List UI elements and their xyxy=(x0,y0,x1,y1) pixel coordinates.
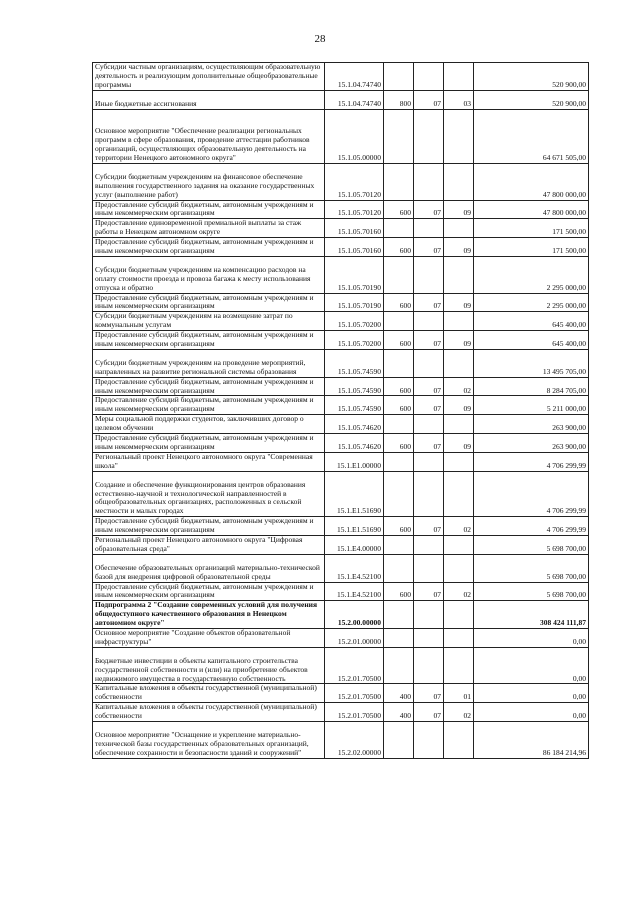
cell-group xyxy=(384,452,414,471)
cell-group xyxy=(384,471,414,517)
table-row xyxy=(93,219,589,238)
cell-sum: 5 698 700,00 xyxy=(474,554,589,582)
table-row xyxy=(93,452,589,471)
cell-group: 400 xyxy=(384,684,414,703)
cell-group xyxy=(384,109,414,163)
table-row xyxy=(93,415,589,434)
table-row xyxy=(93,703,589,722)
cell-group xyxy=(384,536,414,555)
cell-sum: 5 698 700,00 xyxy=(474,536,589,555)
cell-group xyxy=(384,722,414,759)
cell-subsection xyxy=(444,601,474,629)
cell-subsection xyxy=(444,219,474,238)
cell-group xyxy=(384,163,414,200)
cell-subsection: 02 xyxy=(444,582,474,601)
cell-group xyxy=(384,256,414,293)
cell-code: 15.1.E4.00000 xyxy=(325,536,384,555)
cell-name: Предоставление субсидий бюджетным, автономным учреждениям и иным некоммерческим организациям xyxy=(93,200,325,219)
cell-subsection xyxy=(444,536,474,555)
cell-sum: 520 900,00 xyxy=(474,90,589,109)
cell-group xyxy=(384,554,414,582)
cell-section: 07 xyxy=(414,377,444,396)
cell-section: 07 xyxy=(414,582,444,601)
cell-subsection: 02 xyxy=(444,517,474,536)
cell-code: 15.2.01.70500 xyxy=(325,647,384,684)
cell-name: Капитальные вложения в объекты государственной (муниципальной) собственности xyxy=(93,703,325,722)
cell-subsection: 02 xyxy=(444,377,474,396)
table-row xyxy=(93,582,589,601)
page-number: 28 xyxy=(314,33,326,45)
table-row xyxy=(93,601,589,629)
cell-group: 600 xyxy=(384,377,414,396)
cell-name: Предоставление субсидий бюджетным, автономным учреждениям и иным некоммерческим организациям xyxy=(93,434,325,453)
cell-code: 15.1.05.74590 xyxy=(325,349,384,377)
cell-section: 07 xyxy=(414,331,444,350)
cell-sum: 263 900,00 xyxy=(474,434,589,453)
table-row xyxy=(93,517,589,536)
table-row xyxy=(93,471,589,517)
cell-sum: 0,00 xyxy=(474,703,589,722)
cell-name: Субсидии бюджетным учреждениям на проведение мероприятий, направленных на развитие региональной системы образования xyxy=(93,349,325,377)
cell-code: 15.1.05.74620 xyxy=(325,434,384,453)
cell-code: 15.1.05.70200 xyxy=(325,312,384,331)
table-row xyxy=(93,63,589,91)
cell-subsection: 09 xyxy=(444,200,474,219)
cell-subsection xyxy=(444,452,474,471)
cell-subsection: 03 xyxy=(444,90,474,109)
table-row xyxy=(93,647,589,684)
cell-name: Обеспечение образовательных организаций материально-технической базой для внедрения цифровой образовательной среды xyxy=(93,554,325,582)
cell-section: 07 xyxy=(414,517,444,536)
table-row xyxy=(93,536,589,555)
cell-section xyxy=(414,256,444,293)
cell-subsection xyxy=(444,722,474,759)
cell-code: 15.1.04.74740 xyxy=(325,90,384,109)
cell-name: Субсидии бюджетным учреждениям на возмещение затрат по коммунальным услугам xyxy=(93,312,325,331)
cell-code: 15.2.01.00000 xyxy=(325,629,384,648)
cell-name: Региональный проект Ненецкого автономного округа "Цифровая образовательная среда" xyxy=(93,536,325,555)
cell-name: Предоставление субсидий бюджетным, автономным учреждениям и иным некоммерческим организациям xyxy=(93,238,325,257)
cell-code: 15.1.E4.52100 xyxy=(325,554,384,582)
cell-name: Меры социальной поддержки студентов, заключивших договор о целевом обучении xyxy=(93,415,325,434)
cell-name: Предоставление субсидий бюджетным, автономным учреждениям и иным некоммерческим организациям xyxy=(93,331,325,350)
cell-sum: 308 424 111,87 xyxy=(474,601,589,629)
cell-subsection: 09 xyxy=(444,396,474,415)
cell-subsection xyxy=(444,312,474,331)
cell-name: Создание и обеспечение функционирования центров образования естественно-научной и технологической направленностей в общеобразовательных организациях, расположенных в сельской местности и малых городах xyxy=(93,471,325,517)
cell-group: 600 xyxy=(384,396,414,415)
cell-name: Предоставление субсидий бюджетным, автономным учреждениям и иным некоммерческим организациям xyxy=(93,582,325,601)
cell-section: 07 xyxy=(414,434,444,453)
cell-section xyxy=(414,647,444,684)
table-row xyxy=(93,163,589,200)
table-row xyxy=(93,109,589,163)
cell-group xyxy=(384,219,414,238)
cell-sum: 86 184 214,96 xyxy=(474,722,589,759)
cell-code: 15.1.05.70120 xyxy=(325,200,384,219)
cell-name: Предоставление субсидий бюджетным, автономным учреждениям и иным некоммерческим организациям xyxy=(93,377,325,396)
cell-section: 07 xyxy=(414,703,444,722)
table-row xyxy=(93,293,589,312)
cell-subsection xyxy=(444,647,474,684)
cell-sum: 263 900,00 xyxy=(474,415,589,434)
cell-group xyxy=(384,629,414,648)
cell-code: 15.1.05.00000 xyxy=(325,109,384,163)
cell-group xyxy=(384,647,414,684)
cell-code: 15.1.E4.52100 xyxy=(325,582,384,601)
cell-sum: 171 500,00 xyxy=(474,238,589,257)
cell-section xyxy=(414,163,444,200)
cell-group: 600 xyxy=(384,200,414,219)
cell-group xyxy=(384,349,414,377)
cell-code: 15.2.01.70500 xyxy=(325,684,384,703)
cell-sum: 171 500,00 xyxy=(474,219,589,238)
cell-sum: 520 900,00 xyxy=(474,63,589,91)
table-row xyxy=(93,200,589,219)
cell-section xyxy=(414,415,444,434)
cell-sum: 8 284 705,00 xyxy=(474,377,589,396)
table-row xyxy=(93,629,589,648)
cell-subsection xyxy=(444,63,474,91)
cell-code: 15.1.05.70200 xyxy=(325,331,384,350)
cell-code: 15.1.05.70160 xyxy=(325,238,384,257)
cell-code: 15.1.05.70120 xyxy=(325,163,384,200)
cell-code: 15.1.05.74620 xyxy=(325,415,384,434)
cell-name: Основное мероприятие "Оснащение и укрепление материально-технической базы государственных образовательных организаций, обеспечение сохранности и безопасности зданий и сооружений" xyxy=(93,722,325,759)
cell-group: 600 xyxy=(384,331,414,350)
cell-name: Основное мероприятие "Создание объектов образовательной инфраструктуры" xyxy=(93,629,325,648)
cell-section xyxy=(414,349,444,377)
cell-group: 600 xyxy=(384,434,414,453)
cell-name: Субсидии бюджетным учреждениям на финансовое обеспечение выполнения государственного задания на оказание государственных услуг (выполнение работ) xyxy=(93,163,325,200)
cell-section xyxy=(414,629,444,648)
cell-section xyxy=(414,554,444,582)
cell-code: 15.1.05.70190 xyxy=(325,293,384,312)
cell-section xyxy=(414,536,444,555)
cell-group: 600 xyxy=(384,582,414,601)
cell-group xyxy=(384,63,414,91)
cell-section xyxy=(414,601,444,629)
cell-code: 15.1.05.70190 xyxy=(325,256,384,293)
cell-name: Субсидии бюджетным учреждениям на компенсацию расходов на оплату стоимости проезда и провоза багажа к месту использования отпуска и обратно xyxy=(93,256,325,293)
cell-subsection xyxy=(444,629,474,648)
cell-subsection: 09 xyxy=(444,293,474,312)
cell-sum: 5 211 000,00 xyxy=(474,396,589,415)
cell-section xyxy=(414,452,444,471)
cell-subsection xyxy=(444,256,474,293)
cell-sum: 4 706 299,99 xyxy=(474,517,589,536)
cell-sum: 4 706 299,99 xyxy=(474,452,589,471)
cell-section xyxy=(414,471,444,517)
cell-name: Предоставление субсидий бюджетным, автономным учреждениям и иным некоммерческим организациям xyxy=(93,293,325,312)
table-row xyxy=(93,90,589,109)
cell-group: 600 xyxy=(384,517,414,536)
cell-subsection: 02 xyxy=(444,703,474,722)
cell-name: Подпрограмма 2 "Создание современных условий для получения общедоступного качественного образования в Ненецком автономном округе" xyxy=(93,601,325,629)
cell-group: 600 xyxy=(384,238,414,257)
cell-sum: 4 706 299,99 xyxy=(474,471,589,517)
table-row xyxy=(93,722,589,759)
cell-name: Предоставление субсидий бюджетным, автономным учреждениям и иным некоммерческим организациям xyxy=(93,396,325,415)
cell-group: 400 xyxy=(384,703,414,722)
cell-sum: 0,00 xyxy=(474,647,589,684)
budget-table xyxy=(92,62,589,759)
cell-sum: 0,00 xyxy=(474,629,589,648)
cell-group: 800 xyxy=(384,90,414,109)
cell-sum: 64 671 505,00 xyxy=(474,109,589,163)
cell-group xyxy=(384,601,414,629)
table-row xyxy=(93,312,589,331)
table-row xyxy=(93,238,589,257)
cell-subsection xyxy=(444,471,474,517)
cell-subsection: 09 xyxy=(444,238,474,257)
cell-group: 600 xyxy=(384,293,414,312)
cell-section: 07 xyxy=(414,396,444,415)
cell-name: Основное мероприятие "Обеспечение реализации региональных программ в сфере образования, проведение аттестации работников организаций, осуществляющих образовательную деятельность на территории Ненецкого автономного округа" xyxy=(93,109,325,163)
cell-sum: 47 800 000,00 xyxy=(474,200,589,219)
table-row xyxy=(93,349,589,377)
cell-section: 07 xyxy=(414,90,444,109)
cell-code: 15.1.05.70160 xyxy=(325,219,384,238)
cell-sum: 47 800 000,00 xyxy=(474,163,589,200)
cell-name: Предоставление субсидий бюджетным, автономным учреждениям и иным некоммерческим организациям xyxy=(93,517,325,536)
cell-subsection: 09 xyxy=(444,434,474,453)
cell-group xyxy=(384,415,414,434)
cell-subsection xyxy=(444,349,474,377)
table-row xyxy=(93,256,589,293)
cell-code: 15.2.00.00000 xyxy=(325,601,384,629)
cell-sum: 645 400,00 xyxy=(474,331,589,350)
cell-subsection xyxy=(444,554,474,582)
cell-code: 15.2.02.00000 xyxy=(325,722,384,759)
cell-subsection xyxy=(444,109,474,163)
cell-sum: 2 295 000,00 xyxy=(474,293,589,312)
cell-name: Капитальные вложения в объекты государственной (муниципальной) собственности xyxy=(93,684,325,703)
table-row xyxy=(93,684,589,703)
cell-sum: 645 400,00 xyxy=(474,312,589,331)
cell-code: 15.1.E1.51690 xyxy=(325,471,384,517)
cell-subsection: 09 xyxy=(444,331,474,350)
cell-section: 07 xyxy=(414,200,444,219)
table-row xyxy=(93,377,589,396)
cell-sum: 2 295 000,00 xyxy=(474,256,589,293)
cell-subsection xyxy=(444,163,474,200)
cell-sum: 0,00 xyxy=(474,684,589,703)
cell-section: 07 xyxy=(414,293,444,312)
cell-section: 07 xyxy=(414,238,444,257)
cell-name: Субсидии частным организациям, осуществляющим образовательную деятельность и реализующим дополнительные общеобразовательные программы xyxy=(93,63,325,91)
cell-section xyxy=(414,722,444,759)
cell-code: 15.1.E1.00000 xyxy=(325,452,384,471)
cell-code: 15.1.05.74590 xyxy=(325,377,384,396)
cell-section: 07 xyxy=(414,684,444,703)
cell-sum: 13 495 705,00 xyxy=(474,349,589,377)
cell-section xyxy=(414,312,444,331)
cell-subsection xyxy=(444,415,474,434)
cell-section xyxy=(414,219,444,238)
cell-subsection: 01 xyxy=(444,684,474,703)
cell-sum: 5 698 700,00 xyxy=(474,582,589,601)
cell-name: Предоставление единовременной премиальной выплаты за стаж работы в Ненецком автономном округе xyxy=(93,219,325,238)
cell-section xyxy=(414,109,444,163)
table-row xyxy=(93,554,589,582)
cell-name: Бюджетные инвестиции в объекты капитального строительства государственной собственности и (или) на приобретение объектов недвижимого имущества в государственную собственность xyxy=(93,647,325,684)
cell-code: 15.1.04.74740 xyxy=(325,63,384,91)
cell-name: Иные бюджетные ассигнования xyxy=(93,90,325,109)
cell-group xyxy=(384,312,414,331)
table-row xyxy=(93,434,589,453)
table-row xyxy=(93,396,589,415)
cell-code: 15.2.01.70500 xyxy=(325,703,384,722)
cell-name: Региональный проект Ненецкого автономного округа "Современная школа" xyxy=(93,452,325,471)
cell-code: 15.1.05.74590 xyxy=(325,396,384,415)
cell-code: 15.1.E1.51690 xyxy=(325,517,384,536)
cell-section xyxy=(414,63,444,91)
table-row xyxy=(93,331,589,350)
